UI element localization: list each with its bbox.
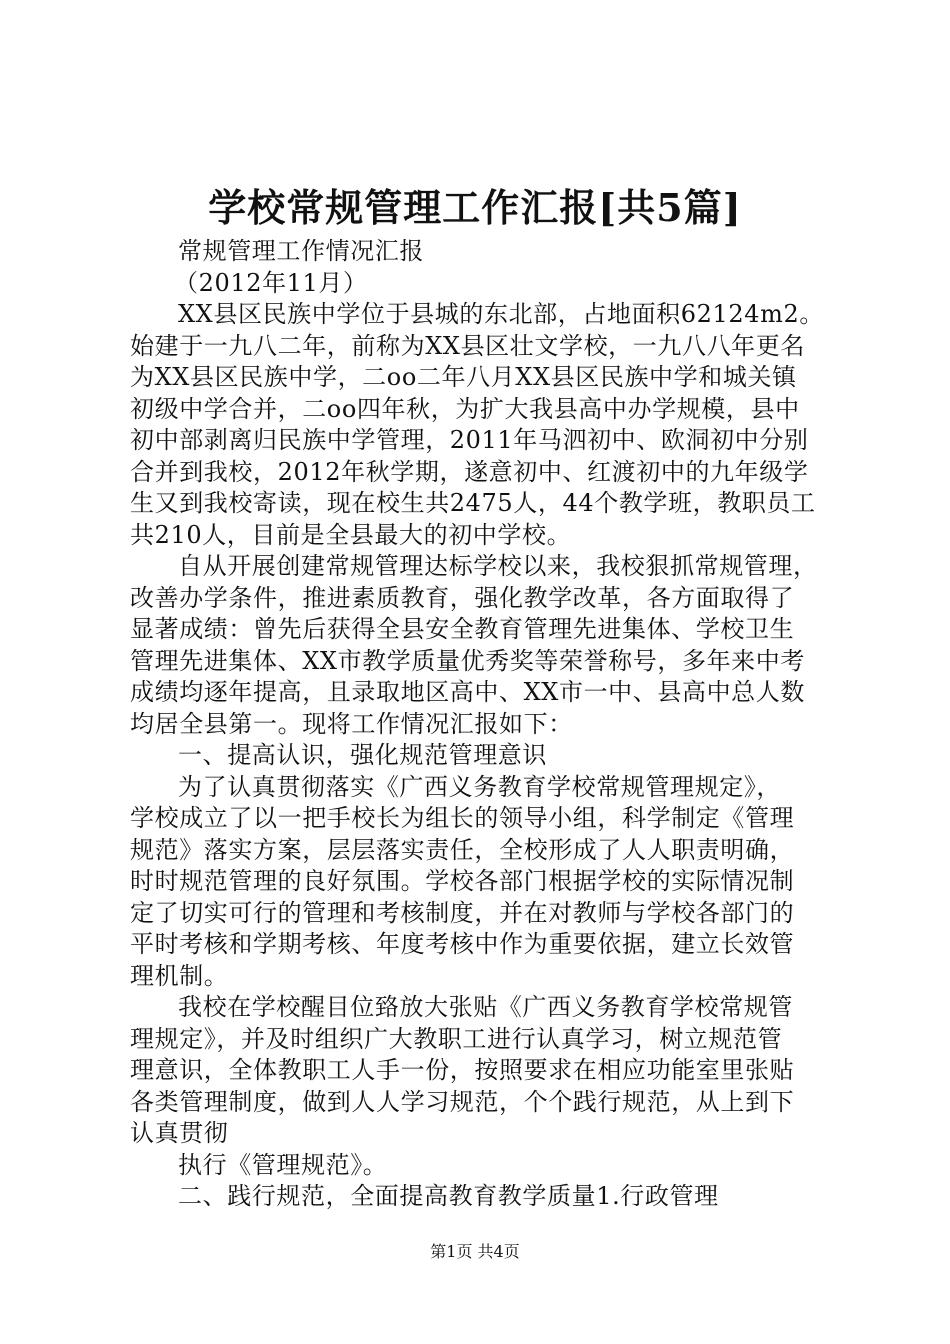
section-heading: 一、提高认识，强化规范管理意识 xyxy=(178,741,547,769)
text-line: XX县区民族中学位于县城的东北部，占地面积62124m2。 xyxy=(178,300,824,328)
text-line: 理意识，全体教职工人手一份，按照要求在相应功能室里张贴 xyxy=(130,1056,795,1084)
section-heading: 二、践行规范，全面提高教育教学质量1.行政管理 xyxy=(178,1182,719,1210)
document-title: 学校常规管理工作汇报[共5篇] xyxy=(208,185,742,230)
text-line: 生又到我校寄读，现在校生共2475人，44个教学班，教职员工 xyxy=(130,489,816,517)
text-line: 时时规范管理的良好氛围。学校各部门根据学校的实际情况制 xyxy=(130,867,795,895)
text-line: 管理先进集体、XX市教学质量优秀奖等荣誉称号，多年来中考 xyxy=(130,646,805,675)
text-line: 为了认真贯彻落实《广西义务教育学校常规管理规定》， xyxy=(178,772,781,801)
text-line: 成绩均逐年提高，且录取地区高中、XX市一中、县高中总人数 xyxy=(130,678,805,706)
document-body xyxy=(130,236,830,1213)
text-line: 常规管理工作情况汇报 xyxy=(178,237,424,265)
text-line: 初中部剥离归民族中学管理，2011年马泗初中、欧洞初中分别 xyxy=(130,426,809,454)
text-line: 始建于一九八二年，前称为XX县区壮文学校，一九八八年更名 xyxy=(130,331,805,360)
text-line: 共210人，目前是全县最大的初中学校。 xyxy=(130,520,572,549)
text-line: 我校在学校醒目位臵放大张贴《广西义务教育学校常规管 xyxy=(178,993,793,1021)
text-line: 初级中学合并，二oo四年秋，为扩大我县高中办学规模，县中 xyxy=(130,394,800,423)
text-line: 定了切实可行的管理和考核制度，并在对教师与学校各部门的 xyxy=(130,898,795,927)
text-line: 均居全县第一。现将工作情况汇报如下： xyxy=(130,709,573,738)
text-line: 改善办学条件，推进素质教育，强化教学改革，各方面取得了 xyxy=(130,583,795,612)
text-line: 平时考核和学期考核、年度考核中作为重要依据，建立长效管 xyxy=(130,930,795,958)
text-line: 执行《管理规范》。 xyxy=(178,1150,388,1179)
text-line: （2012年11月） xyxy=(174,268,368,297)
text-line: 理机制。 xyxy=(130,961,229,990)
text-line: 规范》落实方案，层层落实责任，全校形成了人人职责明确， xyxy=(130,835,795,864)
text-line: 学校成立了以一把手校长为组长的领导小组，科学制定《管理 xyxy=(130,804,795,832)
text-line: 自从开展创建常规管理达标学校以来，我校狠抓常规管理， xyxy=(178,552,818,580)
text-line: 显著成绩：曾先后获得全县安全教育管理先进集体、学校卫生 xyxy=(130,615,795,643)
text-line: 理规定》，并及时组织广大教职工进行认真学习，树立规范管 xyxy=(130,1024,783,1053)
text-line: 认真贯彻 xyxy=(130,1119,229,1147)
text-line: 为XX县区民族中学，二oo二年八月XX县区民族中学和城关镇 xyxy=(130,363,797,391)
page-footer: 第1页 共4页 xyxy=(430,1242,520,1261)
text-line: 各类管理制度，做到人人学习规范，个个践行规范，从上到下 xyxy=(130,1087,795,1116)
text-line: 合并到我校，2012年秋学期，遂意初中、红渡初中的九年级学 xyxy=(130,457,809,486)
